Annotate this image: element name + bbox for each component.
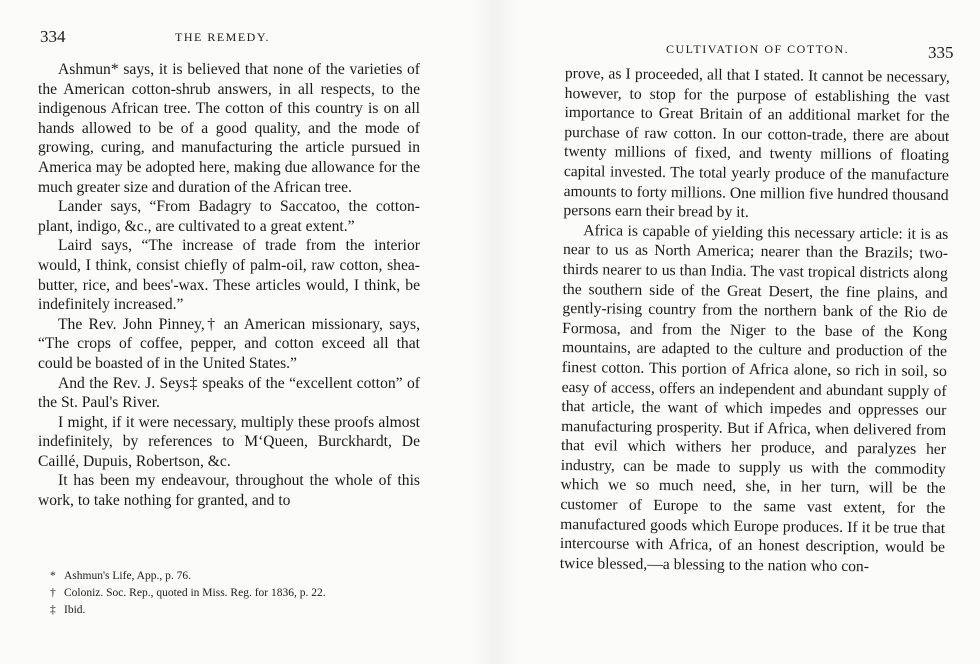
right-page <box>520 0 980 664</box>
left-page <box>0 0 470 664</box>
paragraph: It has been my endeavour, throughout the whole of this work, to take nothing for granted, and to <box>38 472 420 510</box>
footnotes <box>50 568 420 619</box>
footnote-mark: * <box>50 570 56 582</box>
footnote <box>50 568 420 585</box>
right-body-text <box>560 64 950 577</box>
right-running-head <box>520 30 980 62</box>
left-body-text <box>38 60 420 511</box>
paragraph: I might, if it were necessary, multiply these proofs almost indefinitely, by references to M‘Queen, Burckhardt, De Caillé, Dupuis, Robertson, &c. <box>38 413 420 470</box>
footnote-mark: ‡ <box>50 604 56 616</box>
left-page-number: 334 <box>40 27 66 46</box>
footnote-mark: † <box>50 587 56 599</box>
footnote-text: Ashmun's Life, App., p. 76. <box>64 570 191 582</box>
paragraph: Lander says, “From Badagry to Saccatoo, the cotton-plant, indigo, &c., are cultivated to a great extent.” <box>38 198 420 235</box>
paragraph: And the Rev. J. Seys‡ speaks of the “excellent cotton” of the St. Paul's River. <box>38 374 420 412</box>
paragraph: Africa is capable of yielding this necessary article: it is as near to us as North America; nearer than the Brazils; two-thirds nearer to us than India. The vast tropical districts along the southern side of the Great Desert, the fine plains, and gently-rising country from the northern bank of the Rio de Formosa, and from the Niger to the base of the Kong mountains, are adapted to the culture and production of the finest cotton. This portion of Africa alone, so rich in soil, so easy of access, offers an independent and abundant supply of that article, the want of which impedes and oppresses our manufacturing prosperity. But if Africa, when delivered from that evil which withers her produce, and paralyzes her industry, can be made to supply us with the commodity which we so much need, she, in her turn, will be the customer of Europe to the same vast extent, for the manufactured goods which Europe produces. If it be true that intercourse with Africa, of an honest description, would be twice blessed,—a blessing to the nation who con- <box>559 221 949 576</box>
paragraph: Ashmun* says, it is believed that none of the varieties of the American cotton-shrub answers, in all respects, to the indigenous African tree. The cotton of this country is on all hands allowed to be of a good quality, and the mode of growing, curing, and manufacturing the article pursued in America may be adopted here, making due allowance for the much greater size and duration of the African tree. <box>38 61 420 196</box>
book-gutter <box>470 0 520 664</box>
left-running-title: THE REMEDY. <box>175 30 270 44</box>
paragraph: Laird says, “The increase of trade from the interior would, I think, consist chiefly of palm-oil, raw cotton, shea-butter, rice, and bees'-wax. These articles would, I think, be indefinitely increased.” <box>38 237 420 314</box>
footnote <box>50 602 420 619</box>
paragraph: prove, as I proceeded, all that I stated. It cannot be necessary, however, to stop for the purpose of establishing the vast importance to Great Britain of an additional market for the purchase of raw cotton. In our cotton-trade, there are about twenty millions of fixed, and twenty millions of floating capital invested. The total yearly produce of the manufacture amounts to forty millions. One million five hundred thousand persons earn their bread by it. <box>563 64 950 222</box>
footnote-text: Coloniz. Soc. Rep., quoted in Miss. Reg. for 1836, p. 22. <box>64 587 326 599</box>
right-page-number: 335 <box>928 43 954 62</box>
footnote <box>50 585 420 602</box>
right-running-title: CULTIVATION OF COTTON. <box>666 42 850 56</box>
paragraph: The Rev. John Pinney,† an American missionary, says, “The crops of coffee, pepper, and cotton exceed all that could be boasted of in the United States.” <box>38 315 420 372</box>
left-running-head <box>0 27 470 52</box>
footnote-text: Ibid. <box>64 604 86 616</box>
